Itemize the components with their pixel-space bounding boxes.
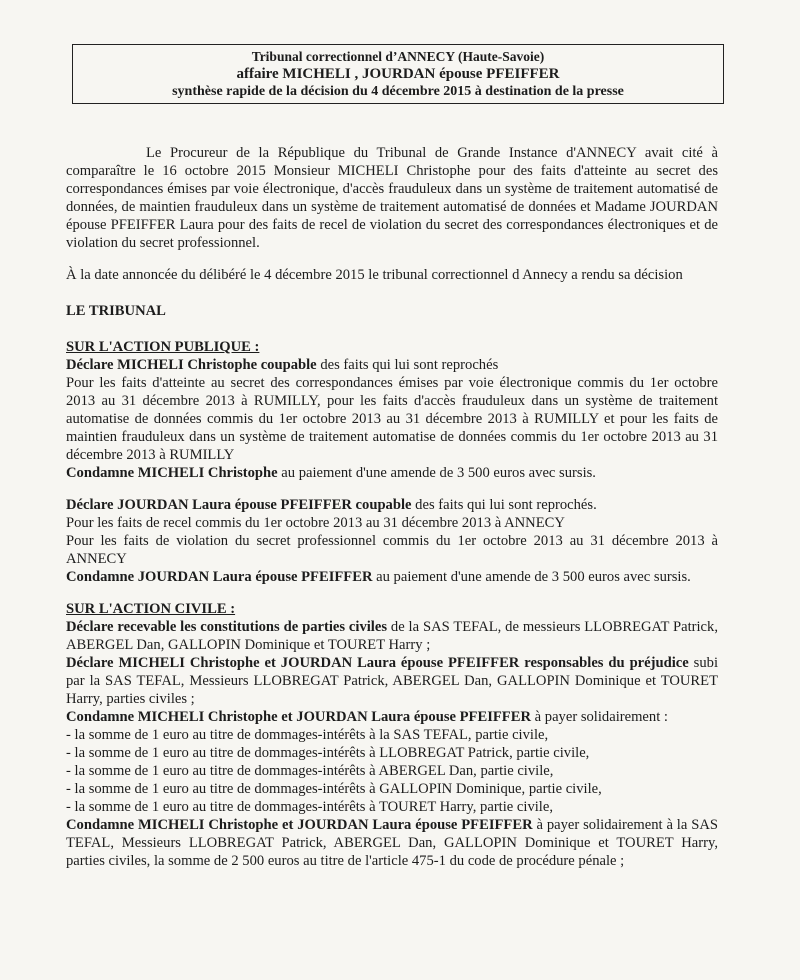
damages-item: - la somme de 1 euro au titre de dommages-intérêts à LLOBREGAT Patrick, partie civile, <box>66 745 590 761</box>
article-475-paragraph: Condamne MICHELI Christophe et JOURDAN Laura épouse PFEIFFER à payer solidairement à la SAS TEFAL, Messieurs LLOBREGAT Patrick, ABERGEL Dan, GALLOPIN Dominique et TOURET Harry, parties civiles, la somme de 2 500 euros au titre de l'article 475-1 du code de procédure pénale ; <box>66 817 718 869</box>
action-publique-heading: SUR L'ACTION PUBLIQUE : <box>66 339 260 355</box>
jourdan-recel: Pour les faits de recel commis du 1er octobre 2013 au 31 décembre 2013 à ANNECY <box>66 515 565 531</box>
tribunal-heading: LE TRIBUNAL <box>66 303 166 319</box>
header-box <box>72 44 724 104</box>
jourdan-violation: Pour les faits de violation du secret professionnel commis du 1er octobre 2013 au 31 décembre 2013 à ANNECY <box>66 533 718 567</box>
header-court: Tribunal correctionnel d’ANNECY (Haute-Savoie) <box>251 49 545 64</box>
micheli-declare: Déclare MICHELI Christophe coupable des faits qui lui sont reprochés <box>66 357 499 373</box>
micheli-faits: Pour les faits d'atteinte au secret des correspondances émises par voie électronique commis du 1er octobre 2013 au 31 décembre 2013 à RUMILLY, pour les faits d'accès frauduleux dans un système de traitement automatise de données commis du 1er octobre 2013 au 31 décembre 2013 à RUMILLY et pour les faits de maintien frauduleux dans un système de traitement automatise de données commis du 1er octobre 2013 au 31 décembre 2013 à RUMILLY <box>66 375 718 463</box>
deliberation-paragraph: À la date annoncée du délibéré le 4 décembre 2015 le tribunal correctionnel d Annecy a rendu sa décision <box>66 267 683 283</box>
condamne-solidairement-paragraph: Condamne MICHELI Christophe et JOURDAN Laura épouse PFEIFFER à payer solidairement : <box>66 709 668 725</box>
damages-item: - la somme de 1 euro au titre de dommages-intérêts à la SAS TEFAL, partie civile, <box>66 727 549 743</box>
micheli-condamne: Condamne MICHELI Christophe au paiement d'une amende de 3 500 euros avec sursis. <box>66 465 596 481</box>
damages-item: - la somme de 1 euro au titre de dommages-intérêts à ABERGEL Dan, partie civile, <box>66 763 554 779</box>
header-case: affaire MICHELI , JOURDAN épouse PFEIFFER <box>236 66 560 82</box>
damages-item: - la somme de 1 euro au titre de dommages-intérêts à TOURET Harry, partie civile, <box>66 799 553 815</box>
recevable-paragraph: Déclare recevable les constitutions de parties civiles de la SAS TEFAL, de messieurs LLOBREGAT Patrick, ABERGEL Dan, GALLOPIN Dominique et TOURET Harry ; <box>66 619 718 653</box>
jourdan-declare: Déclare JOURDAN Laura épouse PFEIFFER coupable des faits qui lui sont reprochés. <box>66 497 597 513</box>
document-body <box>66 144 718 870</box>
jourdan-condamne: Condamne JOURDAN Laura épouse PFEIFFER au paiement d'une amende de 3 500 euros avec sursis. <box>66 569 691 585</box>
intro-paragraph: Le Procureur de la République du Tribunal de Grande Instance d'ANNECY avait cité à comparaître le 16 octobre 2015 Monsieur MICHELI Christophe pour des faits d'atteinte au secret des correspondances émises par voie électronique, d'accès frauduleux dans un système de traitement automatisé de données, de maintien frauduleux dans un système de traitement automatisé de données et Madame JOURDAN épouse PFEIFFER Laura pour des faits de recel de violation du secret des correspondances électroniques et de violation du secret professionnel. <box>66 145 718 251</box>
responsables-paragraph: Déclare MICHELI Christophe et JOURDAN Laura épouse PFEIFFER responsables du préjudice subi par la SAS TEFAL, Messieurs LLOBREGAT Patrick, ABERGEL Dan, GALLOPIN Dominique et TOURET Harry, parties civiles ; <box>66 655 719 707</box>
header-summary: synthèse rapide de la décision du 4 décembre 2015 à destination de la presse <box>172 84 624 99</box>
damages-item: - la somme de 1 euro au titre de dommages-intérêts à GALLOPIN Dominique, partie civile, <box>66 781 602 797</box>
action-civile-heading: SUR L'ACTION CIVILE : <box>66 601 236 617</box>
